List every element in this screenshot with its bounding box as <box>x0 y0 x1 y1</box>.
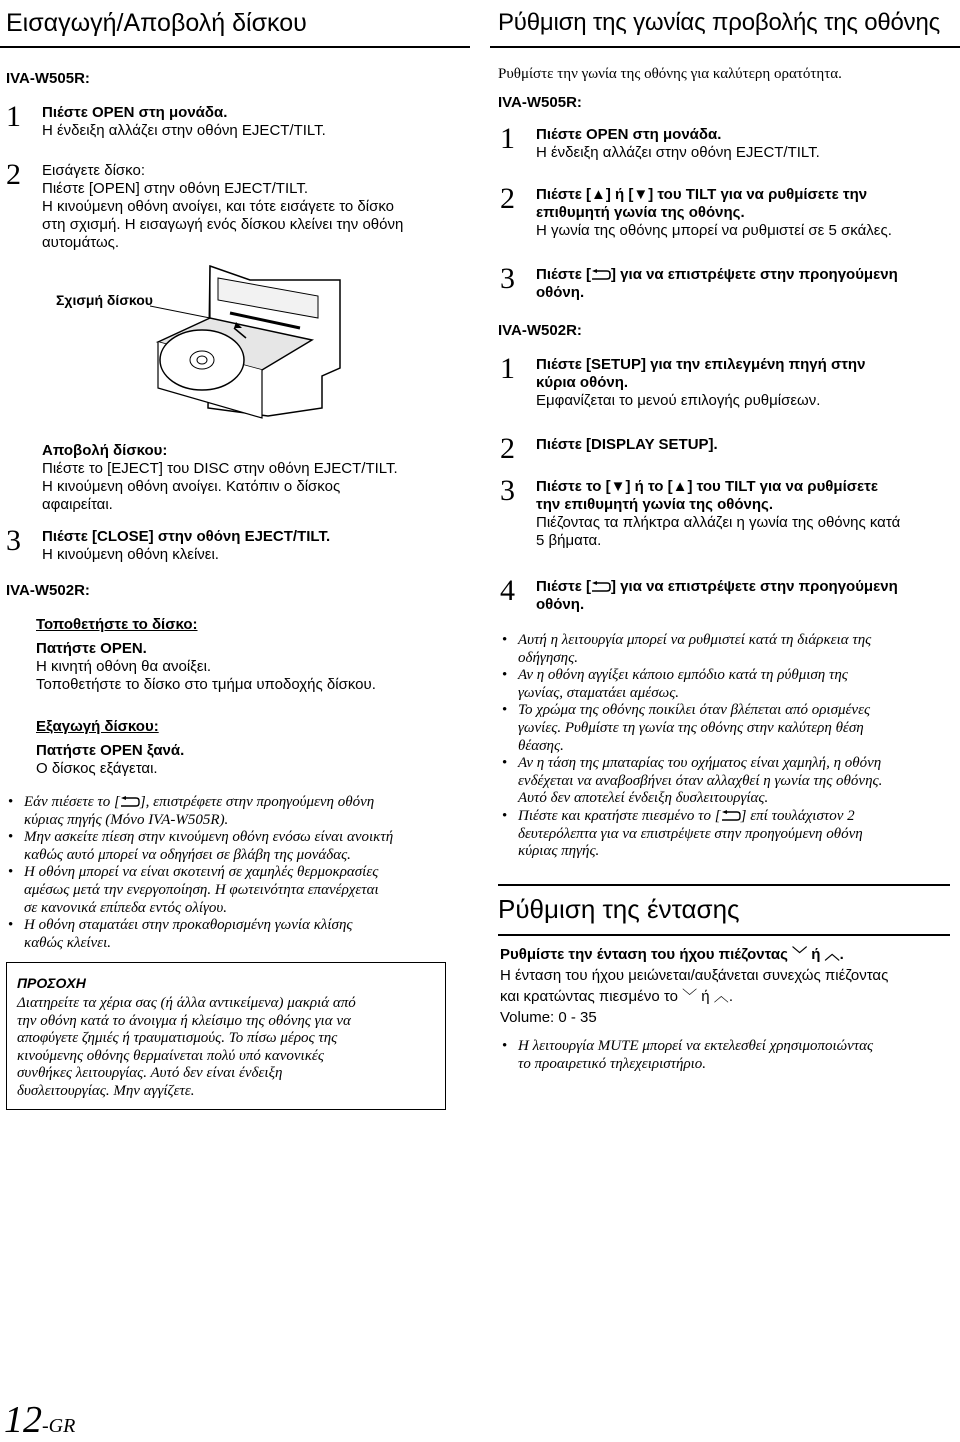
chevron-up-icon: ︿ <box>713 988 729 1005</box>
step-number: 1 <box>500 352 515 385</box>
step-number: 2 <box>6 158 21 191</box>
page-number-value: 12 <box>4 1399 42 1441</box>
note-text: γωνίας, σταματάει αμέσως. <box>518 684 680 701</box>
note-item <box>6 794 466 829</box>
note-text: Η οθόνη σταματάει στην προκαθορισμένη γωνία κλίσης <box>24 917 353 934</box>
step-number: 1 <box>500 122 515 155</box>
caution-text: δυσλειτουργίας. Μην αγγίζετε. <box>17 1082 195 1099</box>
note-text: γωνίες. Ρυθμίστε τη γωνία της οθόνης στην καλύτερη θέση <box>518 719 864 736</box>
place-title: Τοποθετήστε το δίσκο: <box>36 616 198 633</box>
note-text: ενδέχεται να αναβοσβήνει όταν αλλαχθεί η γωνία της οθόνης. <box>518 772 883 789</box>
model-label-w505r: IVA-W505R: <box>498 94 582 111</box>
note-item <box>500 755 960 808</box>
caution-text: Διατηρείτε τα χέρια σας (ή άλλα αντικείμενα) μακριά από <box>17 995 356 1011</box>
note-text: Αυτή η λειτουργία μπορεί να ρυθμιστεί κατά τη διάρκεια της <box>518 632 872 648</box>
eject-detail: Η κινούμενη οθόνη ανοίγει. Κατόπιν ο δίσκος <box>42 478 341 495</box>
note-item <box>6 917 466 952</box>
return-icon <box>721 810 741 821</box>
step-detail: Η κινούμενη οθόνη ανοίγει, και τότε εισάγετε το δίσκο <box>42 198 395 215</box>
note-text: ], επιστρέφετε στην προηγούμενη οθόνη <box>139 794 375 810</box>
setup-step-1 <box>500 352 960 410</box>
slot-label: Σχισμή δίσκου <box>56 292 153 308</box>
page-number <box>4 1398 75 1442</box>
section-title-volume: Ρύθμιση της έντασης <box>498 884 950 936</box>
extract-instruction: Πατήστε OPEN ξανά. <box>36 742 185 759</box>
volume-instruction: Ρυθμίστε την ένταση του ήχου πιέζοντας ﹀ ή ︿. <box>500 946 844 963</box>
step-number: 1 <box>6 100 21 133</box>
step-detail: Η γωνία της οθόνης μπορεί να ρυθμιστεί σε 5 σκάλες. <box>536 222 892 239</box>
step-3 <box>6 524 466 564</box>
step-instruction: Πιέστε [DISPLAY SETUP]. <box>536 436 718 453</box>
step-instruction: Εισάγετε δίσκο: <box>42 162 146 179</box>
place-instruction: Πατήστε OPEN. <box>36 640 147 657</box>
note-text: δευτερόλεπτα για να επιστρέψετε στην προηγούμενη οθόνη <box>518 825 863 842</box>
volume-text: και κρατώντας πιεσμένο το <box>500 988 678 1005</box>
return-icon <box>120 796 140 807</box>
step-text: ] του TILT για να ρυθμίσετε <box>687 478 878 495</box>
caution-text: κινούμενης οθόνης θερμαίνεται πολύ υπό κανονικές <box>17 1047 324 1064</box>
chevron-down-icon: ﹀ <box>682 988 698 1005</box>
step-text: Πιέστε [ <box>536 186 592 203</box>
page-suffix: -GR <box>42 1415 76 1437</box>
note-text: καθώς αυτό μπορεί να οδηγήσει σε βλάβη της μονάδας. <box>24 846 351 863</box>
step-text: Πιέστε το [ <box>536 478 611 495</box>
step-instruction: επιθυμητή γωνία της οθόνης. <box>536 204 745 221</box>
step-detail: αυτομάτως. <box>42 234 120 251</box>
volume-block <box>500 944 960 1028</box>
model-label-w502r: IVA-W502R: <box>6 582 90 599</box>
step-text: ] για να επιστρέψετε στην προηγούμενη <box>611 578 898 595</box>
eject-title: Αποβολή δίσκου: <box>42 442 168 459</box>
eject-detail: αφαιρείται. <box>42 496 113 513</box>
right-column <box>490 0 960 1072</box>
extract-title: Εξαγωγή δίσκου: <box>36 718 159 735</box>
volume-text: Ρυθμίστε την ένταση του ήχου πιέζοντας <box>500 946 788 963</box>
volume-range: Volume: 0 - 35 <box>500 1009 597 1026</box>
step-text: ] για να επιστρέψετε στην προηγούμενη <box>611 266 898 283</box>
step-instruction <box>536 266 960 284</box>
setup-step-3 <box>500 474 960 550</box>
right-notes <box>500 632 960 861</box>
note-text: αμέσως μετά την ενεργοποίηση. Η φωτεινότητα επανέρχεται <box>24 881 379 898</box>
section-title-disc: Εισαγωγή/Αποβολή δίσκου <box>0 0 470 48</box>
note-text: κύριας πηγής. <box>518 843 600 860</box>
step-number: 4 <box>500 574 515 607</box>
note-text: Αν η τάση της μπαταρίας του οχήματος είναι χαμηλή, η οθόνη <box>518 755 882 772</box>
note-text: καθώς κλείνει. <box>24 934 112 951</box>
note-text: Η οθόνη μπορεί να είναι σκοτεινή σε χαμηλές θερμοκρασίες <box>24 864 379 881</box>
return-icon <box>591 269 611 280</box>
left-notes <box>6 794 466 952</box>
eject-block <box>42 442 472 514</box>
step-instruction: Πιέστε [SETUP] για την επιλεγμένη πηγή στην <box>536 356 866 373</box>
step-1 <box>6 100 466 140</box>
note-text: Πιέστε και κρατήστε πιεσμένο το [ <box>518 807 721 824</box>
step-detail: Η ένδειξη αλλάζει στην οθόνη EJECT/TILT. <box>42 122 326 139</box>
note-item <box>500 808 960 861</box>
caution-text: αποφύγετε ζημιές ή τραυματισμούς. Το πίσω μέρος της <box>17 1030 338 1047</box>
note-text: κύριας πηγής (Μόνο IVA-W505R). <box>24 811 229 828</box>
step-instruction: οθόνη. <box>536 284 585 301</box>
note-item <box>6 864 466 917</box>
step-number: 2 <box>500 432 515 465</box>
step-text: Πιέστε [ <box>536 578 592 595</box>
step-detail: Η ένδειξη αλλάζει στην οθόνη EJECT/TILT. <box>536 144 820 161</box>
step-number: 3 <box>500 262 515 295</box>
step-instruction: οθόνη. <box>536 596 585 613</box>
volume-detail: Η ένταση του ήχου μειώνεται/αυξάνεται συνεχώς πιέζοντας <box>500 967 889 984</box>
note-text: ] επί τουλάχιστον 2 <box>740 807 855 824</box>
step-detail: Η κινούμενη οθόνη κλείνει. <box>42 546 219 563</box>
model-label-w505r: IVA-W505R: <box>6 70 90 87</box>
step-detail: 5 βήματα. <box>536 532 602 549</box>
angle-step-3 <box>500 262 960 302</box>
note-text: σε κανονικά επίπεδα εντός ολίγου. <box>24 899 228 916</box>
volume-notes <box>500 1038 960 1073</box>
step-text: ] ή [ <box>605 186 634 203</box>
step-number: 2 <box>500 182 515 215</box>
note-text: Το χρώμα της οθόνης ποικίλει όταν βλέπεται από ορισμένες <box>518 702 871 719</box>
chevron-down-icon: ﹀ <box>792 946 808 963</box>
step-instruction <box>536 578 960 596</box>
setup-step-2 <box>500 432 960 465</box>
model-label-w502r: IVA-W502R: <box>498 322 582 339</box>
caution-title: ΠΡΟΣΟΧΗ <box>17 975 86 991</box>
step-instruction: Πιέστε OPEN στη μονάδα. <box>536 126 722 143</box>
note-text: Η λειτουργία MUTE μπορεί να εκτελεσθεί χρησιμοποιώντας <box>518 1038 874 1054</box>
step-instruction: την επιθυμητή γωνία της οθόνης. <box>536 496 773 513</box>
note-text: Αυτό δεν αποτελεί ένδειξη δυσλειτουργίας. <box>518 790 769 807</box>
step-detail: Πιέστε [OPEN] στην οθόνη EJECT/TILT. <box>42 180 309 197</box>
note-text: Εάν πιέσετε το [ <box>24 794 120 810</box>
caution-text: την οθόνη κατά το άνοιγμα ή κλείσιμο της οθόνης για να <box>17 1012 351 1029</box>
angle-intro: Ρυθμίστε την γωνία της οθόνης για καλύτερη ορατότητα. <box>498 66 842 82</box>
step-detail: Εμφανίζεται το μενού επιλογής ρυθμίσεων. <box>536 392 821 409</box>
up-triangle-icon: ▲ <box>591 186 606 203</box>
down-triangle-icon: ▼ <box>610 478 626 495</box>
step-instruction: κύρια οθόνη. <box>536 374 629 391</box>
note-text: οδήγησης. <box>518 649 578 666</box>
step-number: 3 <box>500 474 515 507</box>
place-disc-block <box>36 616 466 694</box>
angle-step-1 <box>500 122 960 162</box>
step-text: ] ή το [ <box>625 478 673 495</box>
note-text: Αν η οθόνη αγγίξει κάποιο εμπόδιο κατά τη ρύθμιση της <box>518 667 848 684</box>
caution-box <box>6 962 446 1110</box>
left-column <box>0 0 470 1441</box>
note-item <box>6 829 466 864</box>
extract-disc-block <box>36 718 466 778</box>
step-instruction: Πιέστε [CLOSE] στην οθόνη EJECT/TILT. <box>42 528 331 545</box>
step-instruction <box>536 186 960 204</box>
step-detail: Πιέζοντας τα πλήκτρα αλλάζει η γωνία της οθόνης κατά <box>536 514 901 531</box>
down-triangle-icon: ▼ <box>633 186 649 203</box>
step-2 <box>6 158 466 252</box>
volume-text: ή <box>701 988 710 1005</box>
note-item <box>500 1038 960 1073</box>
step-number: 3 <box>6 524 21 557</box>
step-text: ] του TILT για να ρυθμίσετε την <box>648 186 868 203</box>
setup-step-4 <box>500 574 960 614</box>
section-title-angle: Ρύθμιση της γωνίας προβολής της οθόνης <box>490 0 960 48</box>
volume-detail: και κρατώντας πιεσμένο το ﹀ ή ︿. <box>500 988 733 1005</box>
place-detail: Τοποθετήστε το δίσκο στο τμήμα υποδοχής δίσκου. <box>36 676 376 693</box>
volume-text: ή <box>811 946 821 963</box>
disc-insertion-illustration <box>150 258 350 430</box>
return-icon <box>591 581 611 592</box>
note-text: το προαιρετικό τηλεχειριστήριο. <box>518 1055 707 1072</box>
note-text: Μην ασκείτε πίεση στην κινούμενη οθόνη ενόσω είναι ανοικτή <box>24 829 394 846</box>
up-triangle-icon: ▲ <box>672 478 688 495</box>
place-detail: Η κινητή οθόνη θα ανοίξει. <box>36 658 212 675</box>
chevron-up-icon: ︿ <box>824 946 840 963</box>
note-text: θέασης. <box>518 737 564 754</box>
step-detail: στη σχισμή. Η εισαγωγή ενός δίσκου κλείνει την οθόνη <box>42 216 404 233</box>
eject-detail: Πιέστε το [EJECT] του DISC στην οθόνη EJECT/TILT. <box>42 460 398 477</box>
angle-step-2 <box>500 182 960 240</box>
extract-detail: Ο δίσκος εξάγεται. <box>36 760 158 777</box>
note-item <box>500 702 960 755</box>
note-item <box>500 632 960 667</box>
step-instruction: Πιέστε OPEN στη μονάδα. <box>42 104 228 121</box>
caution-text: συνθήκες λειτουργίας. Αυτό δεν είναι ένδειξη <box>17 1065 283 1082</box>
note-item <box>500 667 960 702</box>
step-instruction <box>536 478 960 496</box>
step-text: Πιέστε [ <box>536 266 592 283</box>
